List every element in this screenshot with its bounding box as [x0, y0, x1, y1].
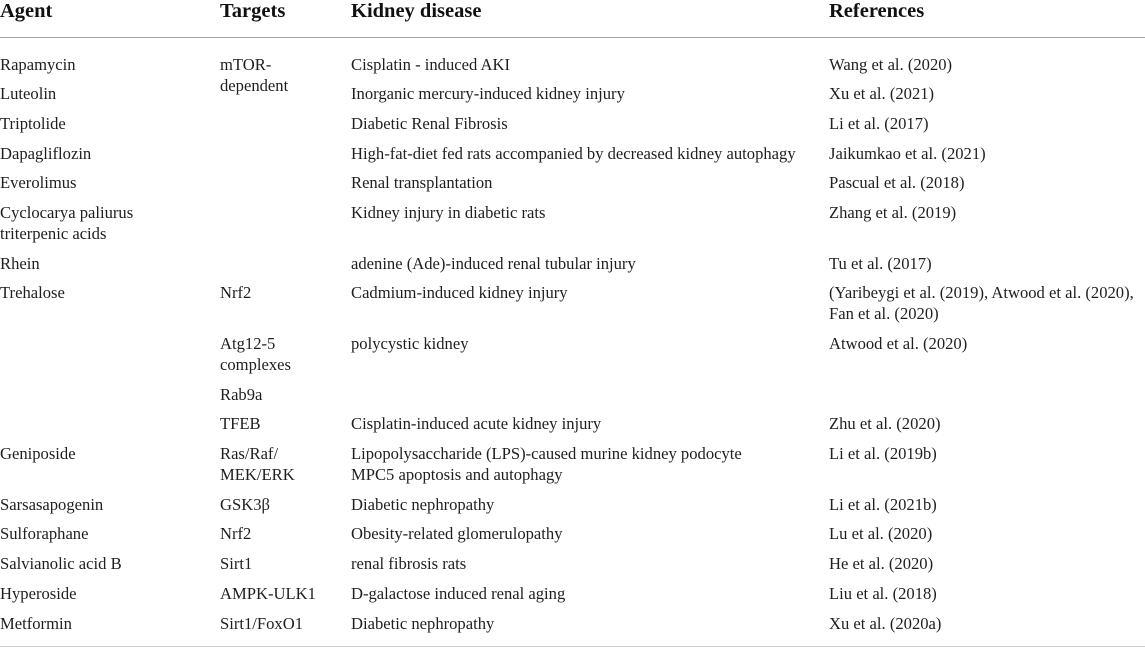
table-row [0, 439, 1145, 490]
table-row [0, 109, 1145, 139]
cell-disease: Renal transplantation [351, 173, 493, 193]
cell-agent: Trehalose [0, 283, 65, 303]
table-row [0, 168, 1145, 198]
cell-reference: Wang et al. (2020) [829, 54, 953, 74]
table-row [0, 79, 1145, 109]
cell-targets: GSK3β [220, 494, 270, 514]
cell-disease: High-fat-diet fed rats accompanied by decreased kidney autophagy [351, 143, 796, 163]
header-row [0, 0, 1145, 38]
cell-targets: Rab9a [220, 384, 263, 404]
cell-reference: Tu et al. (2017) [829, 253, 932, 273]
cell-targets: Nrf2 [220, 524, 252, 544]
cell-reference: Jaikumkao et al. (2021) [829, 143, 986, 163]
cell-reference: Zhang et al. (2019) [829, 202, 957, 222]
table-row [0, 578, 1145, 608]
cell-reference: Xu et al. (2020a) [829, 608, 1145, 647]
cell-targets: mTOR- dependent [220, 54, 289, 95]
cell-disease: Obesity-related glomerulopathy [351, 524, 563, 544]
table-body [0, 38, 1145, 647]
cell-reference: Lu et al. (2020) [829, 524, 933, 544]
cell-reference: Li et al. (2017) [829, 113, 929, 133]
cell-agent: Rhein [0, 253, 40, 273]
cell-disease: Inorganic mercury-induced kidney injury [351, 84, 625, 104]
cell-reference: Zhu et al. (2020) [829, 414, 941, 434]
cell-disease: Lipopolysaccharide (LPS)-caused murine kidney podocyte MPC5 apoptosis and autophagy [351, 444, 742, 485]
cell-targets: Ras/Raf/ MEK/ERK [220, 444, 295, 485]
cell-reference: Liu et al. (2018) [829, 583, 937, 603]
cell-targets: AMPK-ULK1 [220, 583, 316, 603]
cell-disease: Diabetic Renal Fibrosis [351, 113, 508, 133]
cell-disease: Diabetic nephropathy [351, 494, 495, 514]
cell-reference: Li et al. (2019b) [829, 444, 937, 464]
cell-targets: Nrf2 [220, 283, 252, 303]
table-header [0, 0, 1145, 38]
cell-agent: Triptolide [0, 113, 66, 133]
cell-targets: Sirt1 [220, 554, 253, 574]
cell-reference: (Yaribeygi et al. (2019), Atwood et al. (2020), Fan et al. (2020) [829, 283, 1134, 324]
cell-agent: Luteolin [0, 84, 57, 104]
cell-agent: Rapamycin [0, 54, 76, 74]
cell-agent: Dapagliflozin [0, 143, 92, 163]
table-row [0, 38, 1145, 79]
cell-reference: Li et al. (2021b) [829, 494, 937, 514]
table-row [0, 608, 1145, 647]
table-row [0, 198, 1145, 249]
table-row [0, 278, 1145, 329]
cell-reference: Xu et al. (2021) [829, 84, 935, 104]
cell-disease: adenine (Ade)-induced renal tubular injury [351, 253, 636, 273]
cell-reference-empty [829, 379, 1145, 409]
cell-disease: renal fibrosis rats [351, 554, 467, 574]
cell-disease: Cisplatin-induced acute kidney injury [351, 414, 602, 434]
cell-reference: Pascual et al. (2018) [829, 173, 965, 193]
cell-disease: Kidney injury in diabetic rats [351, 202, 546, 222]
table-row [0, 248, 1145, 278]
header-targets: Targets [220, 0, 351, 38]
cell-targets: TFEB [220, 414, 261, 434]
cell-agent: Sulforaphane [0, 524, 89, 544]
cell-agent: Cyclocarya paliurus triterpenic acids [0, 202, 134, 243]
cell-targets: Sirt1/FoxO1 [220, 608, 351, 647]
cell-agent: Everolimus [0, 173, 77, 193]
cell-targets: Atg12-5 complexes [220, 334, 291, 374]
cell-disease-empty [351, 379, 829, 409]
table-row [0, 519, 1145, 549]
header-disease: Kidney disease [351, 0, 829, 38]
table-row [0, 138, 1145, 168]
cell-agent: Metformin [0, 608, 220, 647]
cell-agent: Geniposide [0, 444, 76, 464]
header-references: References [829, 0, 1145, 38]
cell-disease: Cisplatin - induced AKI [351, 54, 511, 74]
cell-disease: D-galactose induced renal aging [351, 583, 566, 603]
cell-reference: He et al. (2020) [829, 554, 934, 574]
cell-agent: Salvianolic acid B [0, 554, 122, 574]
cell-disease: polycystic kidney [351, 334, 469, 353]
cell-disease: Diabetic nephropathy [351, 608, 829, 647]
cell-disease: Cadmium-induced kidney injury [351, 283, 568, 303]
cell-agent: Hyperoside [0, 583, 77, 603]
table-row [0, 489, 1145, 519]
cell-reference: Atwood et al. (2020) [829, 334, 968, 353]
header-agent: Agent [0, 0, 220, 38]
table-row [0, 549, 1145, 579]
cell-agent: Sarsasapogenin [0, 494, 104, 514]
